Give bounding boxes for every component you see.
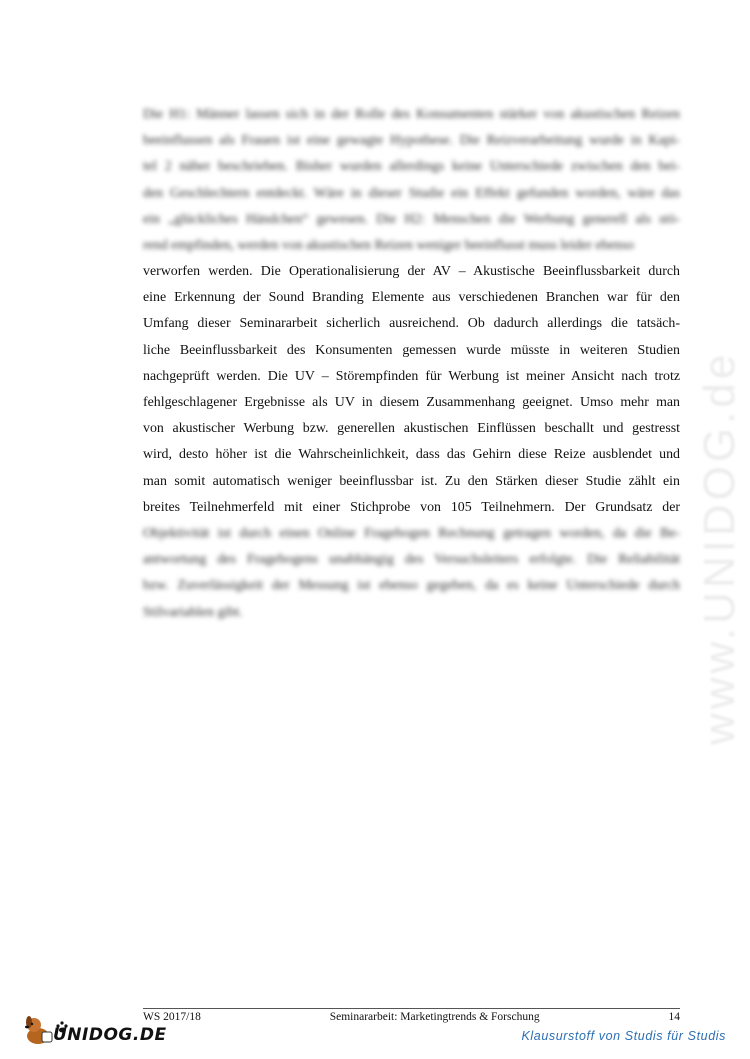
text-line: eine Erkennung der Sound Branding Elemente aus verschiedenen Branchen war für den <box>143 290 680 306</box>
blurred-paragraph-bottom <box>143 521 680 626</box>
logo-text: UNIDOG.DE <box>53 1025 167 1045</box>
text-line: breites Teilnehmerfeld mit einer Stichprobe von 105 Teilnehmern. Der Grundsatz der <box>143 499 680 515</box>
tagline: Klausurstoff von Studis für Studis <box>521 1029 726 1043</box>
text-line: wird, desto höher ist die Wahrscheinlichkeit, dass das Gehirn diese Reize ausblendet und <box>143 447 680 463</box>
blurred-text-line: Objektivität ist durch einen Online Fragebogen Rechnung getragen worden, da die Be- <box>143 526 680 541</box>
watermark: www.UNIDOG.de <box>695 350 744 745</box>
blurred-text-line: antwortung des Fragebogens unabhängig des Versuchsleiters erfolgte. Die Reliabilität <box>143 552 680 568</box>
page-footer <box>143 1011 680 1023</box>
blurred-text-line: bzw. Zuverlässigkeit der Messung ist ebenso gegeben, da es keine Unterschiede durch <box>143 578 680 594</box>
blurred-text-line: ein „glückliches Händchen“ gewesen. Die H2: Menschen die Werbung generell als stö- <box>143 211 680 227</box>
text-line: von akustischer Werbung bzw. generellen akustischen Einflüssen beschallt und gestresst <box>143 421 680 437</box>
text-line: fehlgeschlagener Ergebnisse als UV in diesem Zusammenhang geeignet. Umso mehr man <box>143 395 680 411</box>
text-line: nachgeprüft werden. Die UV – Störempfinden für Werbung ist meiner Ansicht nach trotz <box>143 368 680 384</box>
text-line: liche Beeinflussbarkeit des Konsumenten gemessen wurde müsste in weiteren Studien <box>143 342 680 358</box>
readable-paragraph <box>143 259 680 521</box>
blurred-text-line: den Geschlechtern entdeckt. Wäre in dieser Studie ein Effekt gefunden worden, wäre das <box>143 185 680 201</box>
blurred-text-line: rend empfinden, werden von akustischen Reizen weniger beeinflusst muss leider ebenso <box>143 238 635 254</box>
text-line: man somit automatisch weniger beeinflussbar ist. Zu den Stärken dieser Studie zählt ein <box>143 473 680 489</box>
blurred-paragraph-top <box>143 102 680 259</box>
blurred-text-line: Die H1: Männer lassen sich in der Rolle des Konsumenten stärker von akustischen Reizen <box>143 107 680 122</box>
blurred-text-line: tel 2 näher beschrieben. Bisher wurden allerdings keine Unterschiede zwischen den bei- <box>143 159 680 175</box>
blurred-text-line: Stilvariablen gibt. <box>143 604 243 620</box>
footer-title: Seminararbeit: Marketingtrends & Forschung <box>329 1011 540 1023</box>
text-line: verworfen werden. Die Operationalisierung der AV – Akustische Beeinflussbarkeit durch <box>143 264 680 279</box>
footer-semester: WS 2017/18 <box>143 1011 201 1023</box>
footer-divider <box>143 1008 680 1009</box>
blurred-text-line: beeinflussen als Frauen ist eine gewagte Hypothese. Die Reizverarbeitung wurde in Kapi- <box>143 133 680 149</box>
text-line: Umfang dieser Seminararbeit sicherlich ausreichend. Ob dadurch allerdings die tatsäch- <box>143 316 680 332</box>
page-number: 14 <box>668 1011 680 1023</box>
